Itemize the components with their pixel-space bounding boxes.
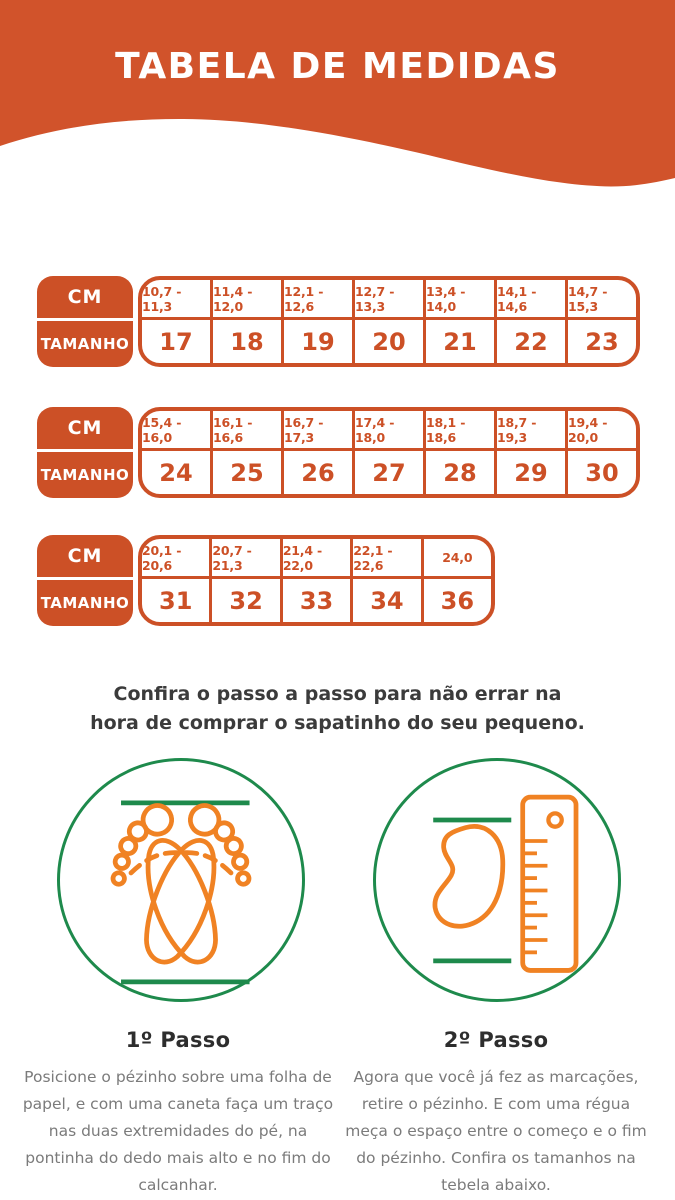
row-labels <box>37 407 133 498</box>
header-wave-shape <box>0 0 675 192</box>
size-column <box>210 280 281 363</box>
size-value: 19 <box>301 327 335 356</box>
footprint-outline-icon <box>435 826 503 926</box>
size-column <box>209 539 279 622</box>
cm-range-value: 18,7 - 19,3 <box>497 411 565 451</box>
step2-circle <box>373 758 621 1002</box>
page-title: TABELA DE MEDIDAS <box>115 46 560 87</box>
size-table-17-23 <box>37 276 640 367</box>
size-value: 30 <box>585 458 619 487</box>
table-body <box>138 407 640 498</box>
cm-range-value: 16,7 - 17,3 <box>284 411 352 451</box>
size-value: 33 <box>299 586 334 615</box>
cm-range-value: 12,1 - 12,6 <box>284 280 352 320</box>
cm-range-value: 14,7 - 15,3 <box>568 280 636 320</box>
size-value: 36 <box>440 586 475 615</box>
step2-text-block <box>340 1028 652 1199</box>
step1-text-block <box>22 1028 334 1199</box>
size-value: 25 <box>230 458 264 487</box>
size-column <box>565 280 636 363</box>
cm-range-value: 15,4 - 16,0 <box>142 411 210 451</box>
size-value: 23 <box>585 327 619 356</box>
table-body <box>138 276 640 367</box>
size-column <box>281 411 352 494</box>
cm-range-value: 20,1 - 20,6 <box>142 539 209 579</box>
size-column <box>142 280 210 363</box>
cm-range-value: 16,1 - 16,6 <box>213 411 281 451</box>
row-labels <box>37 276 133 367</box>
size-column <box>280 539 350 622</box>
cm-range-value: 24,0 <box>424 539 491 579</box>
size-value: 24 <box>159 458 193 487</box>
size-value: 32 <box>229 586 263 615</box>
size-value: 21 <box>443 327 477 356</box>
cm-range-value: 22,1 - 22,6 <box>353 539 420 579</box>
cm-range-value: 17,4 - 18,0 <box>355 411 423 451</box>
size-column <box>494 411 565 494</box>
step2-title: 2º Passo <box>443 1028 549 1052</box>
cm-range-value: 12,7 - 13,3 <box>355 280 423 320</box>
cm-range-value: 19,4 - 20,0 <box>568 411 636 451</box>
size-value: 29 <box>514 458 548 487</box>
size-value: 17 <box>159 327 193 356</box>
size-value: 27 <box>372 458 406 487</box>
step1-title: 1º Passo <box>125 1028 231 1052</box>
size-value: 34 <box>370 586 404 615</box>
size-column <box>210 411 281 494</box>
cm-range-value: 18,1 - 18,6 <box>426 411 494 451</box>
size-value: 28 <box>443 458 477 487</box>
size-column <box>565 411 636 494</box>
ruler-icon <box>523 797 576 970</box>
size-value: 26 <box>301 458 335 487</box>
cm-range-value: 13,4 - 14,0 <box>426 280 494 320</box>
size-column <box>352 411 423 494</box>
step1-circle <box>57 758 305 1002</box>
size-table-31-36 <box>37 535 495 626</box>
cm-range-value: 21,4 - 22,0 <box>283 539 350 579</box>
cm-row-label: CM <box>67 286 103 308</box>
baby-feet-illustration-icon <box>60 761 302 999</box>
table-body <box>138 535 495 626</box>
instructions-heading <box>0 680 675 738</box>
size-row-label: TAMANHO <box>40 466 130 484</box>
instructions-heading-line2: hora de comprar o sapatinho do seu pequeno. <box>90 712 585 734</box>
size-table-24-30 <box>37 407 640 498</box>
cm-row-label: CM <box>67 545 103 567</box>
cm-row-label: CM <box>67 417 103 439</box>
size-row-label: TAMANHO <box>40 594 130 612</box>
size-value: 18 <box>230 327 264 356</box>
size-column <box>494 280 565 363</box>
step1-description: Posicione o pézinho sobre uma folha de papel, e com uma caneta faça um traço nas duas extremidades do pé, na pontinha do dedo mais alto e no fim do calcanhar. <box>22 1068 334 1194</box>
size-column <box>352 280 423 363</box>
instructions-heading-line1: Confira o passo a passo para não errar na <box>113 683 562 705</box>
step2-description: Agora que você já fez as marcações, retire o pézinho. E com uma régua meça o espaço entre o começo e o fim do pézinho. Confira os tamanhos na tebela abaixo. <box>345 1068 647 1194</box>
header-banner <box>0 0 675 192</box>
size-column <box>423 280 494 363</box>
size-column <box>142 539 209 622</box>
feet-outline-icon <box>97 799 266 979</box>
cm-range-value: 14,1 - 14,6 <box>497 280 565 320</box>
cm-range-value: 20,7 - 21,3 <box>212 539 279 579</box>
size-value: 20 <box>372 327 406 356</box>
size-value: 22 <box>514 327 548 356</box>
size-column <box>281 280 352 363</box>
cm-range-value: 11,4 - 12,0 <box>213 280 281 320</box>
size-row-label: TAMANHO <box>40 335 130 353</box>
size-column <box>423 411 494 494</box>
size-column <box>142 411 210 494</box>
row-labels <box>37 535 133 626</box>
measure-illustration-icon <box>376 761 618 999</box>
size-column <box>421 539 491 622</box>
size-column <box>350 539 420 622</box>
size-value: 31 <box>159 586 193 615</box>
cm-range-value: 10,7 - 11,3 <box>142 280 210 320</box>
